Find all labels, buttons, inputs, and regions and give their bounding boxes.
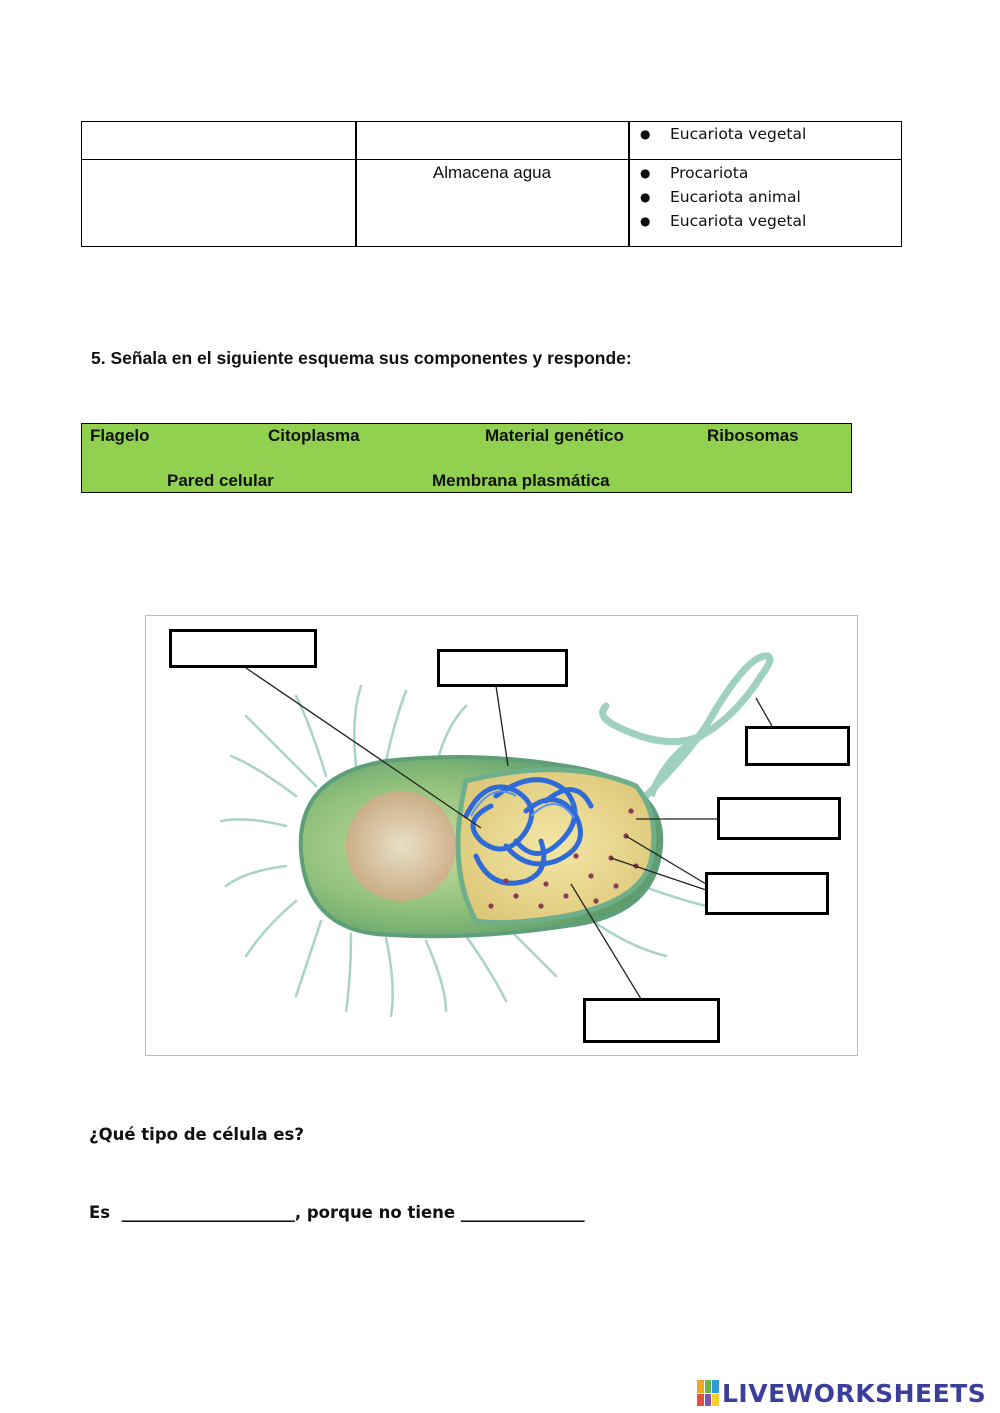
word-bank-item: Pared celular: [167, 471, 274, 490]
table-cell-options: [630, 122, 901, 160]
properties-table: [81, 121, 902, 247]
cell-type-answer-line[interactable]: Es _____________________, porque no tiene _______________: [89, 1203, 585, 1222]
logo-text: LIVEWORKSHEETS: [722, 1378, 987, 1408]
table-cell-empty[interactable]: [356, 122, 628, 160]
answer-box[interactable]: [583, 998, 720, 1043]
table-cell-empty[interactable]: [82, 161, 355, 246]
function-text: Almacena agua: [432, 163, 552, 182]
answer-box[interactable]: [437, 649, 568, 687]
table-cell-function: [356, 161, 628, 246]
word-bank-item: Citoplasma: [268, 426, 360, 445]
list-item: ● Eucariota animal: [630, 185, 901, 209]
word-bank-item: Flagelo: [90, 426, 150, 445]
word-bank-item: Membrana plasmática: [432, 471, 610, 490]
logo-mark-icon: [697, 1380, 719, 1406]
liveworksheets-logo: [697, 1378, 986, 1408]
list-item: ● Procariota: [630, 161, 901, 185]
cell-type-question: ¿Qué tipo de célula es?: [89, 1125, 304, 1144]
list-item: ● Eucariota vegetal: [630, 122, 901, 146]
answer-box[interactable]: [169, 629, 317, 668]
answer-box[interactable]: [717, 797, 841, 840]
word-bank-item: Material genético: [485, 426, 624, 445]
list-item: ● Eucariota vegetal: [630, 209, 901, 233]
table-cell-options: [630, 161, 901, 246]
answer-box[interactable]: [745, 726, 850, 766]
answer-box[interactable]: [705, 872, 829, 915]
word-bank-item: Ribosomas: [707, 426, 799, 445]
question-5-title: 5. Señala en el siguiente esquema sus componentes y responde:: [91, 348, 632, 368]
capsule-surface: [346, 791, 456, 901]
table-cell-empty[interactable]: [82, 122, 355, 160]
word-bank: [81, 423, 852, 493]
bacteria-diagram: [145, 615, 858, 1056]
